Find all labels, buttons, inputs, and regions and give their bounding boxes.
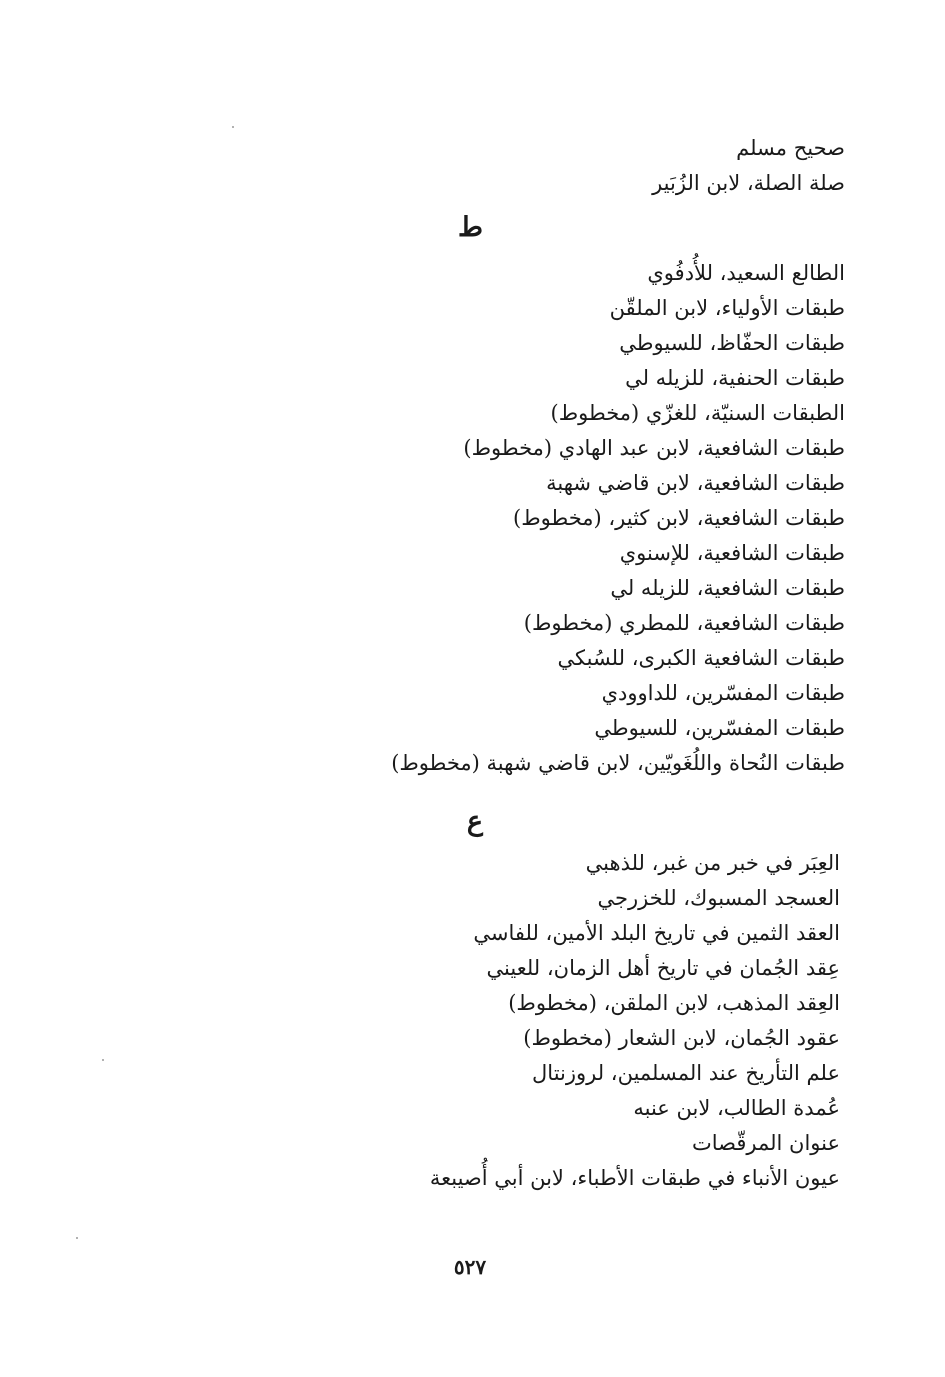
page-number: ٥٢٧ — [453, 1255, 487, 1279]
index-entry: صحيح مسلم — [736, 136, 845, 160]
index-entry: عنوان المرقّصات — [691, 1131, 840, 1155]
index-entry: طبقات الشافعية، لابن قاضي شهبة — [546, 471, 845, 495]
index-entry: صلة الصلة، لابن الزُبَير — [652, 171, 845, 195]
index-entry: طبقات الشافعية، لابن عبد الهادي (مخطوط) — [463, 436, 845, 460]
letter-heading-ain: ع — [466, 806, 483, 837]
index-entry: طبقات الأولياء، لابن الملقّن — [609, 296, 845, 320]
scan-speck — [102, 1059, 104, 1061]
index-entry: طبقات الشافعية، للإسنوي — [619, 541, 845, 565]
index-section-ta — [365, 256, 845, 781]
index-entry: طبقات الشافعية، للمطري (مخطوط) — [523, 611, 845, 635]
index-entry: طبقات الشافعية، لابن كثير، (مخطوط) — [513, 506, 845, 530]
index-entry: علم التأريخ عند المسلمين، لروزنتال — [532, 1061, 840, 1085]
index-entry: العقد الثمين في تاريخ البلد الأمين، للفاسي — [473, 921, 840, 945]
index-entry: طبقات المفسّرين، للسيوطي — [594, 716, 845, 740]
scan-speck — [76, 1237, 78, 1239]
index-section-sad — [385, 131, 845, 201]
index-entry: عِقد الجُمان في تاريخ أهل الزمان، للعيني — [486, 956, 840, 980]
index-entry: طبقات الشافعية، للزيله لي — [610, 576, 845, 600]
index-entry: عقود الجُمان، لابن الشعار (مخطوط) — [523, 1026, 840, 1050]
scan-speck — [232, 126, 234, 128]
index-entry: طبقات الحنفية، للزيله لي — [625, 366, 845, 390]
letter-heading-ta: ط — [458, 212, 483, 243]
index-section-ain — [420, 846, 840, 1196]
index-entry: عُمدة الطالب، لابن عنبه — [633, 1096, 840, 1120]
index-entry: عيون الأنباء في طبقات الأطباء، لابن أبي أُصيبعة — [429, 1166, 840, 1190]
index-entry: الطالع السعيد، للأُدفُوي — [647, 261, 845, 285]
index-entry: طبقات الحفّاظ، للسيوطي — [619, 331, 845, 355]
index-entry: طبقات النُحاة واللُغَويّين، لابن قاضي شهبة (مخطوط) — [391, 751, 845, 775]
index-entry: الطبقات السنيّة، للغزّي (مخطوط) — [550, 401, 845, 425]
index-entry: طبقات المفسّرين، للداوودي — [601, 681, 845, 705]
index-entry: العسجد المسبوك، للخزرجي — [597, 886, 840, 910]
index-entry: طبقات الشافعية الكبرى، للسُبكي — [557, 646, 845, 670]
index-entry: العِبَر في خبر من غبر، للذهبي — [585, 851, 840, 875]
index-entry: العِقد المذهب، لابن الملقن، (مخطوط) — [508, 991, 840, 1015]
